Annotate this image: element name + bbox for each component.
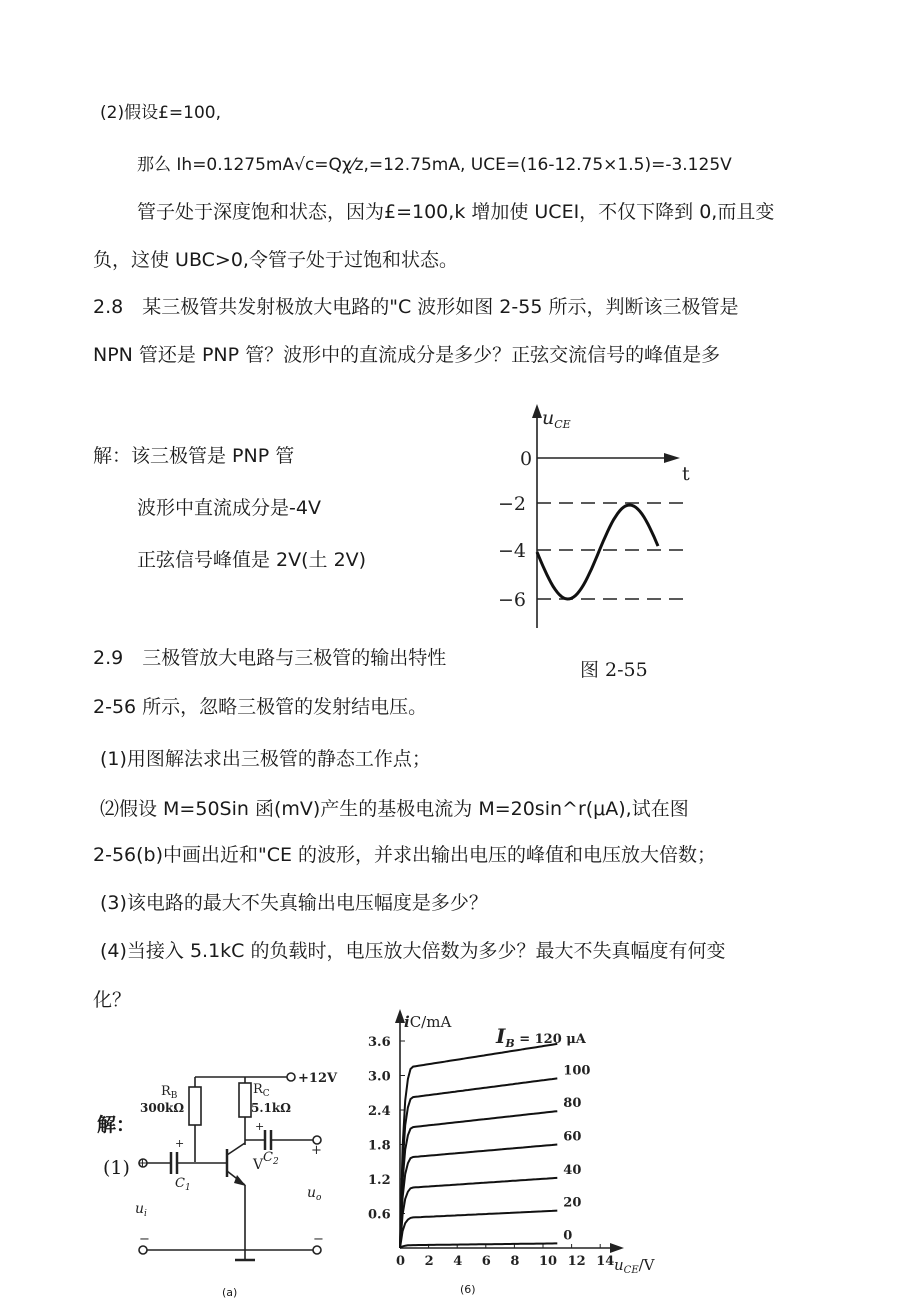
tick-minus-6: −6 xyxy=(498,589,527,611)
x-tick-10: 10 xyxy=(539,1254,558,1269)
ib-curve-40 xyxy=(400,1178,557,1248)
ib-label-40: 40 xyxy=(563,1162,582,1178)
x-tick-12: 12 xyxy=(567,1254,586,1269)
ib-curve-60 xyxy=(400,1145,557,1249)
ib-curve-20 xyxy=(400,1211,557,1248)
x-tick-2: 2 xyxy=(424,1254,434,1269)
para-assume-beta: (2)假设£=100, xyxy=(100,103,221,123)
resistor-rc xyxy=(239,1083,251,1117)
uce-sine-wave xyxy=(537,505,658,599)
x-tick-6: 6 xyxy=(481,1254,491,1269)
x-tick-14: 14 xyxy=(596,1254,615,1269)
tick-0: 0 xyxy=(520,448,533,470)
uo-label: $u_o$ xyxy=(307,1185,322,1203)
y-tick-1.8: 1.8 xyxy=(368,1138,391,1154)
problem-2-9-cont: 2-56 所示，忽略三极管的发射结电压。 xyxy=(93,696,428,718)
svg-text:−: − xyxy=(313,1232,324,1247)
rc-value: 5.1kΩ xyxy=(251,1101,291,1115)
characteristics-caption: (6) xyxy=(460,1283,476,1296)
answer-pnp: 解：该三极管是 PNP 管 xyxy=(93,445,295,467)
circuit-caption: (a) xyxy=(222,1286,238,1299)
para-calculation: 那么 Ih=0.1275mA√c=Qχ⁄z,=12.75mA, UCE=(16-12.75×1.5)=-3.125V xyxy=(137,155,732,175)
ib-label-60: 60 xyxy=(563,1129,582,1145)
question-4: (4)当接入 5.1kC 的负载时，电压放大倍数为多少？最大不失真幅度有何变 xyxy=(100,940,726,962)
question-2-cont: 2-56(b)中画出近和"CE 的波形，并求出输出电压的峰值和电压放大倍数； xyxy=(93,844,717,866)
rb-value: 300kΩ xyxy=(140,1101,185,1115)
svg-text:+: + xyxy=(137,1156,148,1171)
para-saturation-cont: 负，这使 UBC>0,令管子处于过饱和状态。 xyxy=(93,249,458,271)
question-4-cont: 化？ xyxy=(93,989,132,1011)
ib-label-20: 20 xyxy=(563,1195,582,1211)
question-2: ⑵假设 M=50Sin 函(mV)产生的基极电流为 M=20sin^r(μA),试在图 xyxy=(100,798,689,820)
y-tick-3.6: 3.6 xyxy=(368,1035,391,1050)
tick-minus-2: −2 xyxy=(498,493,527,515)
c2-label: $C_2$ xyxy=(263,1150,279,1167)
para-saturation: 管子处于深度饱和状态，因为£=100,k 增加使 UCEI，不仅下降到 0,而且变 xyxy=(137,201,775,223)
rb-label: $R_B$ xyxy=(161,1084,178,1101)
ib-header-label: $I_B = 120$ μA xyxy=(496,1024,586,1050)
y-tick-3.0: 3.0 xyxy=(368,1069,391,1085)
t-axis-arrow xyxy=(664,453,680,463)
transistor-label: V xyxy=(253,1157,264,1173)
ib-label-100: 100 xyxy=(563,1063,591,1079)
figure-2-55-caption: 图 2-55 xyxy=(580,659,648,681)
ui-label: $u_i$ xyxy=(135,1201,147,1219)
tick-minus-4: −4 xyxy=(498,540,527,562)
answer-label: 解： xyxy=(97,1114,136,1136)
ic-axis-label: iC/mA xyxy=(404,1013,452,1031)
resistor-rb xyxy=(189,1087,201,1125)
y-tick-0.6: 0.6 xyxy=(368,1207,391,1223)
problem-2-8-cont: NPN 管还是 PNP 管？波形中的直流成分是多少？正弦交流信号的峰值是多 xyxy=(93,344,721,366)
ib-label-0: 0 xyxy=(563,1228,573,1244)
svg-text:+: + xyxy=(175,1137,185,1150)
y-axis-arrow xyxy=(532,404,542,418)
circuit-diagram xyxy=(95,1055,355,1275)
ib-label-80: 80 xyxy=(563,1096,582,1112)
x-tick-0: 0 xyxy=(396,1254,406,1269)
x-tick-4: 4 xyxy=(453,1254,463,1269)
svg-text:−: − xyxy=(139,1232,150,1247)
vcc-label: +12V xyxy=(298,1071,338,1086)
x-tick-8: 8 xyxy=(510,1254,520,1269)
c1-label: $C_1$ xyxy=(175,1176,191,1193)
figure-2-55 xyxy=(480,400,710,690)
ib-curve-100 xyxy=(400,1078,557,1248)
svg-text:+: + xyxy=(311,1143,322,1158)
output-characteristics xyxy=(360,1005,670,1285)
y-tick-1.2: 1.2 xyxy=(368,1173,391,1188)
problem-2-9: 2.9 三极管放大电路与三极管的输出特性 xyxy=(93,647,447,669)
rc-label: $R_C$ xyxy=(253,1082,270,1099)
answer-dc: 波形中直流成分是-4V xyxy=(137,497,321,519)
answer-part-1: (1) xyxy=(103,1157,130,1179)
question-1: (1)用图解法求出三极管的静态工作点； xyxy=(100,748,431,770)
y-axis-label: $u_{CE}$ xyxy=(542,407,571,431)
t-axis-label: t xyxy=(682,463,690,485)
uce-axis-label: $u_{CE}/V$ xyxy=(614,1256,655,1276)
y-tick-2.4: 2.4 xyxy=(368,1104,391,1119)
problem-2-8: 2.8 某三极管共发射极放大电路的"C 波形如图 2-55 所示，判断该三极管是 xyxy=(93,296,739,318)
answer-peak: 正弦信号峰值是 2V(土 2V) xyxy=(137,549,367,571)
svg-text:+: + xyxy=(255,1120,265,1133)
question-3: (3)该电路的最大不失真输出电压幅度是多少？ xyxy=(100,892,488,914)
